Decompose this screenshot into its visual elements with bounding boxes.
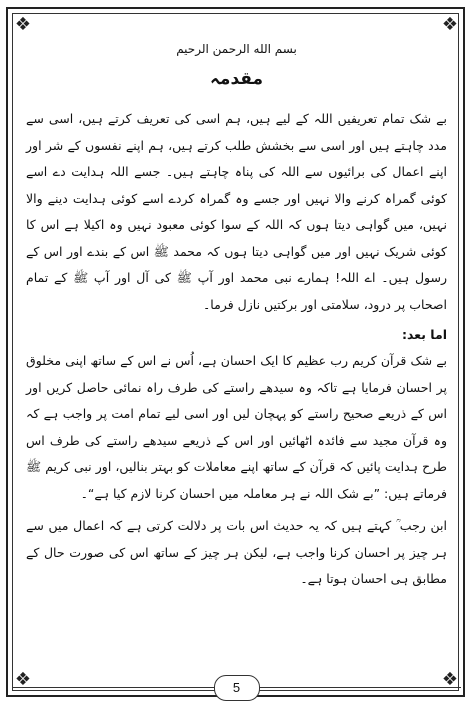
- bismillah: بسم الله الرحمن الرحیم: [176, 42, 297, 56]
- corner-ornament-icon: ❖: [14, 14, 32, 35]
- page-number: 5: [214, 675, 260, 701]
- page-footer: [0, 675, 473, 701]
- page-content: [26, 40, 447, 593]
- corner-ornament-icon: ❖: [14, 669, 32, 690]
- corner-ornament-icon: ❖: [441, 14, 459, 35]
- page-title: مقدمہ: [209, 69, 264, 89]
- ibn-rajab-paragraph: ابن رجب ؒ کہتے ہیں کہ یہ حدیث اس بات پر دلالت کرتی ہے کہ اعمال میں سے ہر چیز پر احسان کرنا واجب ہے، لیکن ہر چیز کے ساتھ اس کی صورت حال کے مطابق ہی احسان ہوتا ہے۔: [26, 518, 447, 586]
- amma-baad-heading: اما بعد:: [401, 327, 447, 342]
- intro-paragraph: بے شک تمام تعریفیں اللہ کے لیے ہیں، ہم اسی کی تعریف کرتے ہیں، اسی سے مدد چاہتے ہیں اور اسی سے بخشش طلب کرتے ہیں، ہم اپنے نفسوں کے شر اور اپنے اعمال کی برائیوں سے اللہ کی پناہ چاہتے ہیں۔ جسے اللہ ہدایت دے اسے کوئی گمراہ کرنے والا نہیں اور جسے وہ گمراہ کردے اسے کوئی ہدایت دینے والا نہیں، میں گواہی دیتا ہوں کہ اللہ کے سوا کوئی معبود نہیں وہ اکیلا ہے اس کا کوئی شریک نہیں اور میں گواہی دیتا ہوں کہ محمد ﷺ اس کے بندے اور اس کے رسول ہیں۔ اے اللہ! ہمارے نبی محمد اور آپ ﷺ کی آل اور آپ ﷺ کے تمام اصحاب پر درود، سلامتی اور برکتیں نازل فرما۔: [26, 111, 447, 312]
- corner-ornament-icon: ❖: [441, 669, 459, 690]
- quran-paragraph: بے شک قرآن کریم رب عظیم کا ایک احسان ہے، اُس نے اس کے ساتھ اپنی مخلوق پر احسان فرمایا ہے تاکہ وہ سیدھے راستے کی طرف راہ نمائی حاصل کریں اور اس کے ذریعے صحیح راستے کو پہچان لیں اور اسی لیے تمام امت پر واجب ہے کہ وہ قرآن مجید سے فائدہ اٹھائیں اور اس کے ذریعے سیدھے راستے کی طرف اس طرح ہدایت پائیں کہ قرآن کے ساتھ اپنے معاملات کو بہتر بنالیں، اور نبی کریم ﷺ فرماتے ہیں: ”بے شک اللہ نے ہر معاملہ میں احسان کرنا لازم کیا ہے“۔: [26, 353, 447, 501]
